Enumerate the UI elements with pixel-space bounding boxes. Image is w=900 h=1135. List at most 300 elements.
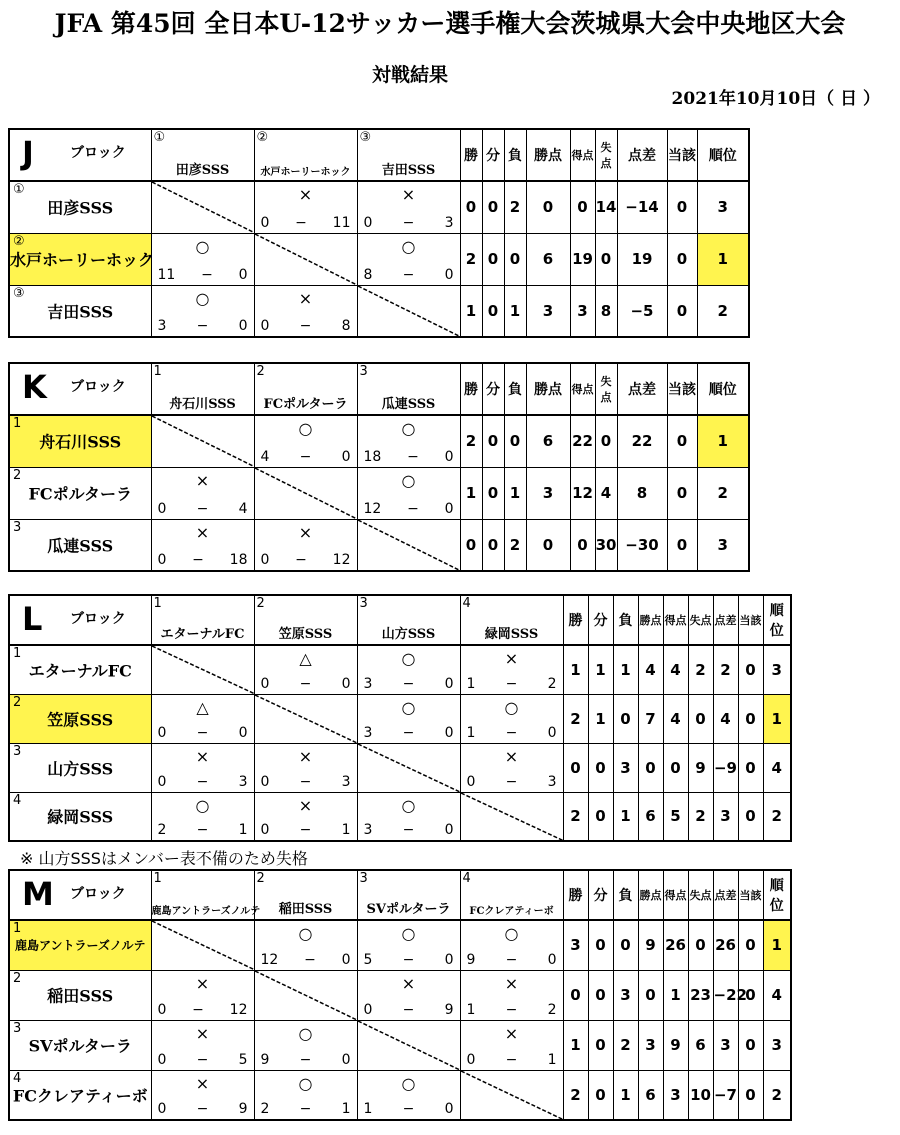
result-mark: × <box>195 746 210 766</box>
score-part: 0 <box>363 1001 373 1018</box>
result-score <box>261 822 351 838</box>
team-name-cell <box>9 285 151 337</box>
stat-loss: 1 <box>504 467 526 519</box>
block-label: ブロック <box>70 379 126 395</box>
team-name-cell <box>9 694 151 743</box>
score-part: 0 <box>341 951 351 968</box>
stat-win: 0 <box>460 519 482 571</box>
team-name: 緑岡SSS <box>47 807 114 827</box>
opponent-name: 笠原SSS <box>278 627 333 642</box>
diagonal-slash <box>152 416 254 467</box>
score-part: − <box>299 773 312 790</box>
stat-ga: 0 <box>595 415 617 467</box>
stat-gd: 3 <box>713 792 738 841</box>
stat-gd: 19 <box>617 233 667 285</box>
score-part: − <box>505 773 518 790</box>
score-part: 0 <box>444 822 454 838</box>
stat-points: 0 <box>526 519 570 571</box>
opponent-header <box>151 129 254 181</box>
diagonal-slash <box>152 921 254 970</box>
score-part: 1 <box>341 822 351 838</box>
score-part: 9 <box>238 1101 248 1117</box>
stat-win: 3 <box>563 920 588 970</box>
result-score <box>158 318 248 334</box>
opponent-name: SVポルターラ <box>366 902 451 917</box>
score-part: − <box>299 318 312 334</box>
result-score <box>364 1101 454 1117</box>
score-part: 0 <box>260 318 270 334</box>
result-mark: ○ <box>401 795 416 815</box>
score-part: − <box>196 500 209 517</box>
stat-rank: 1 <box>763 694 791 743</box>
team-number: 3 <box>13 519 22 535</box>
stat-ga: 23 <box>688 970 713 1020</box>
score-part: − <box>299 448 312 465</box>
score-part: 3 <box>363 675 373 692</box>
stat-loss: 2 <box>504 181 526 233</box>
score-part: − <box>295 214 307 231</box>
result-mark: × <box>504 649 519 668</box>
stat-gf: 3 <box>570 285 595 337</box>
stat-h2h: 0 <box>667 181 697 233</box>
stat-h2h: 0 <box>667 467 697 519</box>
block-corner <box>9 363 151 415</box>
stat-header-win: 勝 <box>460 129 482 181</box>
team-name: 鹿島アントラーズノルテ <box>15 938 146 953</box>
team-name: 水戸ホーリーホック <box>10 250 155 270</box>
score-part: 1 <box>466 1001 476 1018</box>
diagonal-line <box>461 793 563 841</box>
score-part: 0 <box>444 266 454 283</box>
self-match-cell <box>357 519 460 571</box>
match-result-cell <box>254 519 357 571</box>
result-mark: ○ <box>195 236 210 256</box>
stat-h2h: 0 <box>667 415 697 467</box>
block-table-m <box>8 869 792 1121</box>
result-mark: ○ <box>401 924 416 943</box>
score-part: − <box>402 675 415 692</box>
result-mark: × <box>298 746 313 766</box>
match-result-cell <box>357 467 460 519</box>
opponent-header <box>357 870 460 920</box>
result-score <box>261 215 351 231</box>
match-result-cell <box>357 645 460 694</box>
result-mark: × <box>298 522 313 542</box>
block-table-l <box>8 594 792 842</box>
score-part: 0 <box>238 318 248 334</box>
score-part: − <box>402 1101 415 1117</box>
team-number: 2 <box>13 694 22 710</box>
stat-header-loss: 負 <box>613 595 638 645</box>
stat-loss: 3 <box>613 743 638 792</box>
stat-loss: 0 <box>504 233 526 285</box>
stat-draw: 0 <box>588 920 613 970</box>
stat-gd: 22 <box>617 415 667 467</box>
result-mark: ○ <box>195 288 210 308</box>
score-part: − <box>407 500 419 517</box>
result-mark: × <box>195 522 210 542</box>
self-match-cell <box>460 1070 563 1120</box>
diagonal-line <box>255 971 357 1020</box>
stat-win: 2 <box>563 1070 588 1120</box>
stat-loss: 2 <box>504 519 526 571</box>
result-mark: ○ <box>298 419 313 438</box>
stat-loss: 3 <box>613 970 638 1020</box>
result-mark: × <box>298 185 313 204</box>
result-score <box>261 318 351 334</box>
stat-rank: 1 <box>697 233 749 285</box>
stat-loss: 0 <box>504 415 526 467</box>
score-part: 0 <box>444 448 454 465</box>
self-match-cell <box>254 467 357 519</box>
opponent-header <box>151 595 254 645</box>
stat-points: 7 <box>638 694 663 743</box>
team-name: 舟石川SSS <box>39 432 122 452</box>
stat-draw: 0 <box>482 285 504 337</box>
score-part: 12 <box>260 951 279 968</box>
score-part: − <box>201 266 213 283</box>
team-number: 1 <box>13 416 22 431</box>
stat-header-h2h: 当該 <box>667 129 697 181</box>
score-part: − <box>505 1051 518 1068</box>
score-part: 2 <box>547 675 557 692</box>
team-name-cell <box>9 233 155 285</box>
stat-header-gd: 点差 <box>713 595 738 645</box>
score-part: 0 <box>157 1101 167 1117</box>
stat-gf: 0 <box>570 181 595 233</box>
opponent-header <box>151 870 261 920</box>
self-match-cell <box>357 1020 460 1070</box>
result-score <box>467 1052 557 1068</box>
opponent-name: エターナルFC <box>160 627 245 642</box>
result-score <box>261 952 351 968</box>
stat-header-points: 勝点 <box>526 129 570 181</box>
stat-header-h2h: 当該 <box>738 870 763 920</box>
stat-ga: 0 <box>595 233 617 285</box>
stat-header-ga: 失点 <box>688 595 713 645</box>
score-part: − <box>402 1001 415 1018</box>
opponent-header <box>254 870 357 920</box>
stat-loss: 1 <box>613 1070 638 1120</box>
match-result-cell <box>357 920 460 970</box>
stat-gf: 5 <box>663 792 688 841</box>
result-mark: ○ <box>195 795 210 815</box>
result-score <box>158 501 248 517</box>
score-part: 1 <box>466 675 476 692</box>
result-mark: × <box>298 795 313 815</box>
opponent-name: 緑岡SSS <box>484 627 539 642</box>
match-result-cell <box>254 743 357 792</box>
result-score <box>364 501 454 517</box>
team-name: FCポルターラ <box>28 484 132 504</box>
score-part: 11 <box>332 214 351 231</box>
score-part: 0 <box>260 214 270 231</box>
diagonal-slash <box>255 468 357 519</box>
result-score <box>364 449 454 465</box>
match-result-cell <box>151 970 254 1020</box>
diagonal-slash <box>358 1021 460 1070</box>
score-part: − <box>402 266 415 283</box>
result-score <box>261 449 351 465</box>
team-row <box>9 645 791 694</box>
team-row <box>9 467 749 519</box>
team-row <box>9 519 749 571</box>
score-part: − <box>196 724 209 741</box>
stat-draw: 0 <box>482 519 504 571</box>
result-mark: ○ <box>504 697 519 717</box>
result-score <box>158 725 248 741</box>
score-part: 0 <box>444 675 454 692</box>
score-part: 5 <box>238 1051 248 1068</box>
result-score <box>158 774 248 790</box>
result-mark: ○ <box>401 1073 416 1093</box>
stat-win: 2 <box>460 233 482 285</box>
diagonal-slash <box>461 793 563 841</box>
stat-header-points: 勝点 <box>638 870 663 920</box>
page-subtitle: 対戦結果 <box>371 64 448 86</box>
diagonal-line <box>358 520 460 571</box>
result-score <box>261 1052 351 1068</box>
result-score <box>364 725 454 741</box>
score-part: 3 <box>363 822 373 838</box>
stat-points: 6 <box>638 792 663 841</box>
match-date: 2021年10月10日（ 日 ） <box>671 89 880 109</box>
stat-win: 1 <box>460 467 482 519</box>
score-part: 5 <box>363 951 373 968</box>
result-mark: × <box>195 470 210 490</box>
team-number: 2 <box>13 467 22 483</box>
stat-gd: −22 <box>713 970 738 1020</box>
stat-h2h: 0 <box>738 920 763 970</box>
diagonal-slash <box>255 695 357 743</box>
stat-rank: 2 <box>763 1070 791 1120</box>
stat-h2h: 0 <box>667 233 697 285</box>
stat-gf: 9 <box>663 1020 688 1070</box>
opponent-number: ③ <box>359 130 372 145</box>
team-number: 1 <box>13 646 22 661</box>
match-result-cell <box>357 970 460 1020</box>
self-match-cell <box>357 285 460 337</box>
opponent-header <box>357 595 460 645</box>
diagonal-slash <box>255 234 357 285</box>
stat-draw: 0 <box>588 1070 613 1120</box>
stat-gd: −30 <box>617 519 667 571</box>
diagonal-slash <box>152 182 254 233</box>
stat-rank: 4 <box>763 743 791 792</box>
match-result-cell <box>460 743 563 792</box>
stat-h2h: 0 <box>738 1020 763 1070</box>
stat-win: 2 <box>460 415 482 467</box>
block-table-j <box>8 128 750 338</box>
diagonal-line <box>358 286 460 337</box>
stat-header-rank: 順位 <box>763 595 791 645</box>
result-mark: × <box>504 1023 519 1043</box>
score-part: − <box>304 951 316 968</box>
result-mark: ○ <box>401 697 416 717</box>
stat-ga: 0 <box>688 694 713 743</box>
score-part: − <box>299 1101 312 1117</box>
match-result-cell <box>460 645 563 694</box>
stat-header-gf: 得点 <box>570 129 595 181</box>
team-name: エターナルFC <box>28 661 132 681</box>
stat-header-draw: 分 <box>588 870 613 920</box>
score-part: 8 <box>363 266 373 283</box>
stat-loss: 1 <box>613 792 638 841</box>
block-table-k <box>8 362 750 572</box>
team-name: 山方SSS <box>47 759 114 778</box>
opponent-name: FCポルターラ <box>263 397 348 412</box>
score-part: − <box>505 724 518 741</box>
score-part: 0 <box>157 724 167 741</box>
match-result-cell <box>254 645 357 694</box>
stat-loss: 2 <box>613 1020 638 1070</box>
score-part: 0 <box>157 552 167 568</box>
stat-header-h2h: 当該 <box>738 595 763 645</box>
score-part: 0 <box>547 724 557 741</box>
result-mark: × <box>195 1023 210 1043</box>
team-name: FCクレアティーボ <box>12 1086 148 1106</box>
stat-points: 6 <box>526 233 570 285</box>
score-part: 0 <box>341 448 351 465</box>
score-part: 12 <box>332 552 351 568</box>
stat-gd: −9 <box>713 743 738 792</box>
stat-header-win: 勝 <box>563 595 588 645</box>
match-result-cell <box>254 285 357 337</box>
score-part: − <box>299 1051 312 1068</box>
opponent-number: 2 <box>256 871 265 886</box>
result-score <box>261 1101 351 1117</box>
score-part: 11 <box>157 266 176 283</box>
block-label: ブロック <box>70 886 126 902</box>
score-part: 3 <box>363 724 373 741</box>
team-row <box>9 743 791 792</box>
team-name-cell <box>9 467 151 519</box>
team-number: 3 <box>13 743 22 759</box>
score-part: 0 <box>444 724 454 741</box>
score-part: 0 <box>341 1051 351 1068</box>
self-match-cell <box>151 920 254 970</box>
team-name-cell <box>9 519 151 571</box>
stat-gd: 26 <box>713 920 738 970</box>
stat-h2h: 0 <box>738 792 763 841</box>
stat-gf: 26 <box>663 920 688 970</box>
match-result-cell <box>151 792 254 841</box>
result-score <box>467 1002 557 1018</box>
stat-ga: 10 <box>688 1070 713 1120</box>
stat-header-loss: 負 <box>504 129 526 181</box>
team-row <box>9 1020 791 1070</box>
result-score <box>364 952 454 968</box>
score-part: 18 <box>363 448 382 465</box>
score-part: 0 <box>466 773 476 790</box>
stat-gd: −5 <box>617 285 667 337</box>
result-score <box>364 822 454 838</box>
match-result-cell <box>460 970 563 1020</box>
match-result-cell <box>357 1070 460 1120</box>
opponent-number: 4 <box>462 871 471 886</box>
team-name-cell <box>9 743 151 792</box>
diagonal-line <box>255 234 357 285</box>
stat-gd: 8 <box>617 467 667 519</box>
stat-ga: 2 <box>688 645 713 694</box>
opponent-name: 鹿島アントラーズノルテ <box>151 906 261 917</box>
stat-draw: 0 <box>588 970 613 1020</box>
block-label: ブロック <box>70 611 126 627</box>
team-row <box>9 285 749 337</box>
diagonal-line <box>358 1021 460 1070</box>
stat-header-h2h: 当該 <box>667 363 697 415</box>
score-part: − <box>295 552 307 568</box>
score-part: 0 <box>341 675 351 692</box>
result-score <box>364 215 454 231</box>
score-part: 3 <box>157 318 167 334</box>
score-part: 4 <box>238 500 248 517</box>
diagonal-slash <box>255 971 357 1020</box>
diagonal-line <box>152 182 254 233</box>
score-part: 2 <box>157 822 167 838</box>
block-label: ブロック <box>70 145 126 161</box>
result-score <box>261 552 351 568</box>
block-letter: K <box>22 368 47 406</box>
result-mark: × <box>401 185 416 204</box>
score-part: 0 <box>238 724 248 741</box>
result-mark: △ <box>299 649 312 668</box>
result-mark: ○ <box>298 1023 313 1043</box>
stat-draw: 0 <box>482 415 504 467</box>
block-corner <box>9 870 151 920</box>
diagonal-slash <box>358 744 460 792</box>
block-header-row <box>9 129 749 181</box>
match-result-cell <box>357 792 460 841</box>
stat-header-rank: 順位 <box>697 129 749 181</box>
score-part: − <box>402 951 415 968</box>
score-part: 1 <box>341 1101 351 1117</box>
stat-header-gf: 得点 <box>663 595 688 645</box>
stat-gf: 4 <box>663 694 688 743</box>
stat-ga: 9 <box>688 743 713 792</box>
diagonal-line <box>461 1071 563 1120</box>
team-number: ③ <box>13 285 25 301</box>
score-part: − <box>402 214 415 231</box>
stat-header-ga: 失点 <box>688 870 713 920</box>
score-part: 12 <box>363 500 382 517</box>
score-part: 8 <box>341 318 351 334</box>
self-match-cell <box>151 181 254 233</box>
result-mark: × <box>504 973 519 993</box>
stat-draw: 1 <box>588 645 613 694</box>
result-mark: × <box>504 746 519 766</box>
score-part: 0 <box>157 1001 167 1018</box>
stat-points: 3 <box>526 467 570 519</box>
stat-ga: 30 <box>595 519 617 571</box>
diagonal-line <box>358 744 460 792</box>
team-number: 4 <box>13 792 22 808</box>
opponent-number: ② <box>256 130 269 145</box>
team-number: 3 <box>13 1020 22 1036</box>
stat-header-ga: 失点 <box>595 363 617 415</box>
team-number: 2 <box>13 970 22 986</box>
stat-header-rank: 順位 <box>697 363 749 415</box>
stat-ga: 14 <box>595 181 617 233</box>
opponent-name: 稲田SSS <box>278 902 333 917</box>
self-match-cell <box>151 415 254 467</box>
stat-header-gd: 点差 <box>713 870 738 920</box>
team-row <box>9 233 749 285</box>
match-result-cell <box>254 415 357 467</box>
diagonal-line <box>152 646 254 694</box>
stat-header-draw: 分 <box>588 595 613 645</box>
diagonal-line <box>255 468 357 519</box>
